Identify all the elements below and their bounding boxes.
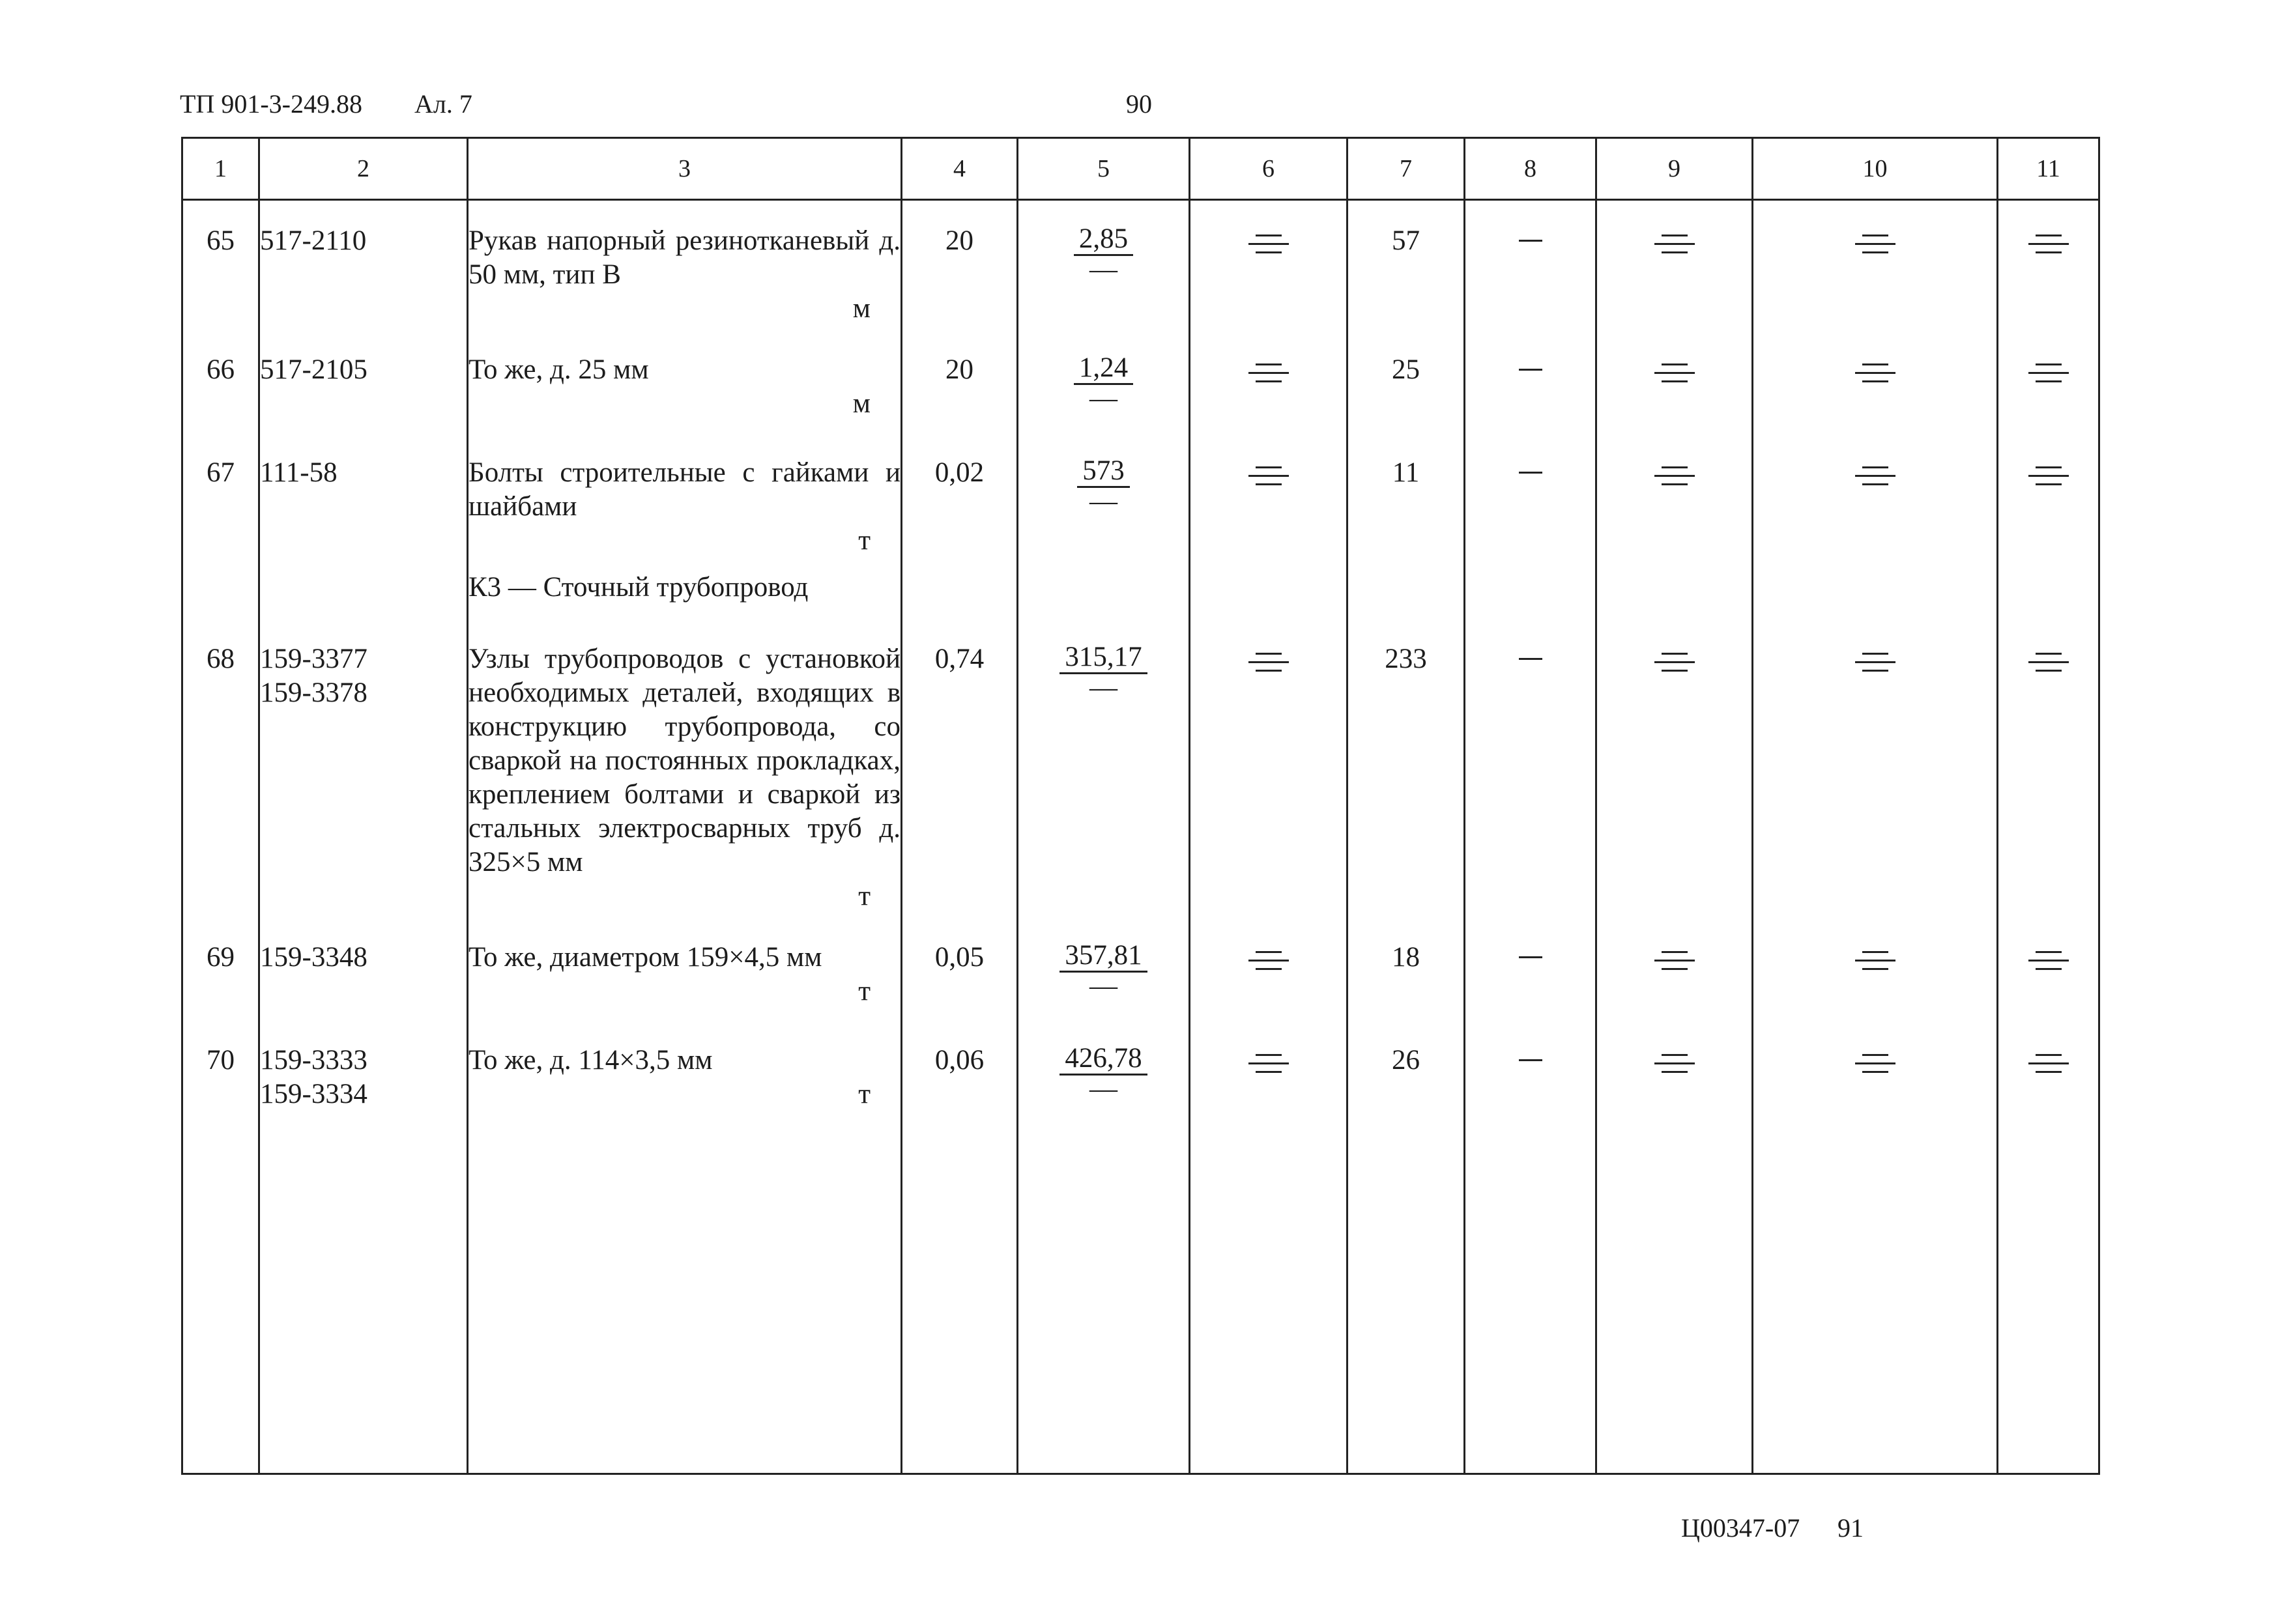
empty-fraction-cell bbox=[1753, 631, 1998, 929]
empty-fraction-cell bbox=[1596, 631, 1753, 929]
empty-dash-cell bbox=[1465, 929, 1596, 1032]
price-code: 159-3333 bbox=[260, 1045, 367, 1076]
column-number-row bbox=[182, 138, 2099, 200]
empty-fraction-cell bbox=[1596, 929, 1753, 1032]
row-number: 70 bbox=[182, 1032, 259, 1474]
quantity: 0,06 bbox=[902, 1032, 1018, 1474]
empty-fraction-cell bbox=[1753, 444, 1998, 567]
item-name-cell bbox=[468, 1032, 902, 1474]
empty-fraction-cell bbox=[1190, 200, 1347, 342]
empty-fraction-cell bbox=[1998, 444, 2099, 567]
item-name: То же, д. 114×3,5 мм bbox=[468, 1045, 713, 1076]
column-number: 7 bbox=[1347, 138, 1465, 200]
empty-fraction-cell bbox=[1998, 929, 2099, 1032]
total-cost: 25 bbox=[1347, 341, 1465, 444]
item-name: Болты строительные с гайками и шайбами bbox=[468, 457, 901, 522]
page-number: 90 bbox=[1126, 89, 1152, 119]
table-row bbox=[182, 929, 2099, 1032]
empty-fraction-cell bbox=[1190, 631, 1347, 929]
column-number: 8 bbox=[1465, 138, 1596, 200]
unit-price: 426,78 bbox=[1059, 1044, 1147, 1076]
specification-table bbox=[181, 137, 2100, 1475]
unit-price-cell bbox=[1018, 631, 1190, 929]
table-row bbox=[182, 444, 2099, 567]
empty-fraction-cell bbox=[1998, 341, 2099, 444]
price-code: 159-3348 bbox=[260, 942, 367, 973]
price-code-cell bbox=[259, 341, 468, 444]
empty-dash-cell bbox=[1465, 1032, 1596, 1474]
table-row bbox=[182, 1032, 2099, 1474]
quantity: 0,74 bbox=[902, 631, 1018, 929]
table-row bbox=[182, 200, 2099, 342]
empty-fraction-cell bbox=[1753, 929, 1998, 1032]
item-name-cell bbox=[468, 341, 902, 444]
price-code-cell bbox=[259, 929, 468, 1032]
empty-fraction-cell bbox=[1596, 341, 1753, 444]
table-row bbox=[182, 341, 2099, 444]
dash-mark: — bbox=[1089, 486, 1117, 517]
empty-fraction-cell bbox=[1190, 929, 1347, 1032]
empty-fraction-cell bbox=[1998, 1032, 2099, 1474]
unit: м bbox=[852, 388, 871, 419]
empty-fraction-cell bbox=[1753, 1032, 1998, 1474]
empty-dash-cell bbox=[1465, 444, 1596, 567]
column-number: 10 bbox=[1753, 138, 1998, 200]
unit: м bbox=[852, 293, 871, 324]
total-cost: 233 bbox=[1347, 631, 1465, 929]
total-cost: 18 bbox=[1347, 929, 1465, 1032]
item-name: Узлы трубопроводов с установкой необходимых деталей, входящих в конструкцию трубопровода, со сваркой на постоянных прокладках, креплением болтами и сваркой из стальных электросварных труб д. 325×5 мм bbox=[468, 644, 901, 877]
price-code: 517-2105 bbox=[260, 354, 367, 385]
column-number: 1 bbox=[182, 138, 259, 200]
unit: т bbox=[858, 881, 871, 911]
column-number: 6 bbox=[1190, 138, 1347, 200]
row-number: 67 bbox=[182, 444, 259, 567]
total-cost: 57 bbox=[1347, 200, 1465, 342]
row-number: 65 bbox=[182, 200, 259, 342]
column-number: 9 bbox=[1596, 138, 1753, 200]
price-code-cell bbox=[259, 1032, 468, 1474]
empty-dash-cell bbox=[1465, 200, 1596, 342]
column-number: 4 bbox=[902, 138, 1018, 200]
item-name-cell bbox=[468, 631, 902, 929]
unit-price: 573 bbox=[1077, 456, 1130, 488]
item-name-cell bbox=[468, 444, 902, 567]
section-heading: К3 — Сточный трубопровод bbox=[468, 572, 809, 603]
unit-price: 1,24 bbox=[1074, 353, 1133, 385]
empty-fraction-cell bbox=[1596, 444, 1753, 567]
dash-mark: — bbox=[1089, 971, 1117, 1001]
column-number: 11 bbox=[1998, 138, 2099, 200]
price-code-cell bbox=[259, 444, 468, 567]
dash-mark: — bbox=[1089, 254, 1117, 285]
price-code-cell bbox=[259, 200, 468, 342]
item-name-cell bbox=[468, 929, 902, 1032]
empty-fraction-cell bbox=[1596, 1032, 1753, 1474]
price-code: 517-2110 bbox=[260, 225, 367, 256]
empty-fraction-cell bbox=[1190, 341, 1347, 444]
dash-mark: — bbox=[1089, 672, 1117, 703]
unit-price-cell bbox=[1018, 341, 1190, 444]
empty-fraction-cell bbox=[1190, 1032, 1347, 1474]
total-cost: 26 bbox=[1347, 1032, 1465, 1474]
row-number: 66 bbox=[182, 341, 259, 444]
total-cost: 11 bbox=[1347, 444, 1465, 567]
empty-dash-cell bbox=[1465, 631, 1596, 929]
footer-page: 91 bbox=[1837, 1513, 1864, 1543]
quantity: 0,02 bbox=[902, 444, 1018, 567]
item-name: То же, д. 25 мм bbox=[468, 354, 649, 385]
empty-fraction-cell bbox=[1998, 631, 2099, 929]
section-row bbox=[182, 567, 2099, 631]
unit-price: 315,17 bbox=[1059, 642, 1147, 674]
unit: т bbox=[858, 525, 871, 556]
price-code: 111-58 bbox=[260, 457, 338, 488]
unit-price-cell bbox=[1018, 1032, 1190, 1474]
item-name: Рукав напорный резинотканевый д. 50 мм, тип В bbox=[468, 225, 901, 290]
row-number: 68 bbox=[182, 631, 259, 929]
empty-fraction-cell bbox=[1596, 200, 1753, 342]
price-code: 159-3334 bbox=[260, 1079, 367, 1109]
section-cell bbox=[468, 567, 902, 631]
unit-price-cell bbox=[1018, 200, 1190, 342]
unit: т bbox=[858, 1079, 871, 1109]
item-name: То же, диаметром 159×4,5 мм bbox=[468, 942, 822, 973]
empty-fraction-cell bbox=[1753, 200, 1998, 342]
dash-mark: — bbox=[1089, 1074, 1117, 1104]
price-code-cell bbox=[259, 631, 468, 929]
unit-price: 2,85 bbox=[1074, 224, 1133, 256]
empty-fraction-cell bbox=[1190, 444, 1347, 567]
unit-price-cell bbox=[1018, 929, 1190, 1032]
empty-dash-cell bbox=[1465, 341, 1596, 444]
quantity: 0,05 bbox=[902, 929, 1018, 1032]
quantity: 20 bbox=[902, 200, 1018, 342]
empty-fraction-cell bbox=[1998, 200, 2099, 342]
unit-price: 357,81 bbox=[1059, 941, 1147, 973]
dash-mark: — bbox=[1089, 383, 1117, 414]
price-code: 159-3378 bbox=[260, 677, 367, 708]
quantity: 20 bbox=[902, 341, 1018, 444]
column-number: 5 bbox=[1018, 138, 1190, 200]
item-name-cell bbox=[468, 200, 902, 342]
empty-fraction-cell bbox=[1753, 341, 1998, 444]
column-number: 2 bbox=[259, 138, 468, 200]
footer-code: Ц00347-07 bbox=[1681, 1513, 1800, 1543]
column-number: 3 bbox=[468, 138, 902, 200]
price-code: 159-3377 bbox=[260, 644, 367, 674]
document-code: ТП 901-3-249.88 bbox=[180, 89, 362, 119]
unit-price-cell bbox=[1018, 444, 1190, 567]
table-row bbox=[182, 631, 2099, 929]
row-number: 69 bbox=[182, 929, 259, 1032]
unit: т bbox=[858, 976, 871, 1006]
sheet-label: Ал. 7 bbox=[414, 89, 472, 119]
